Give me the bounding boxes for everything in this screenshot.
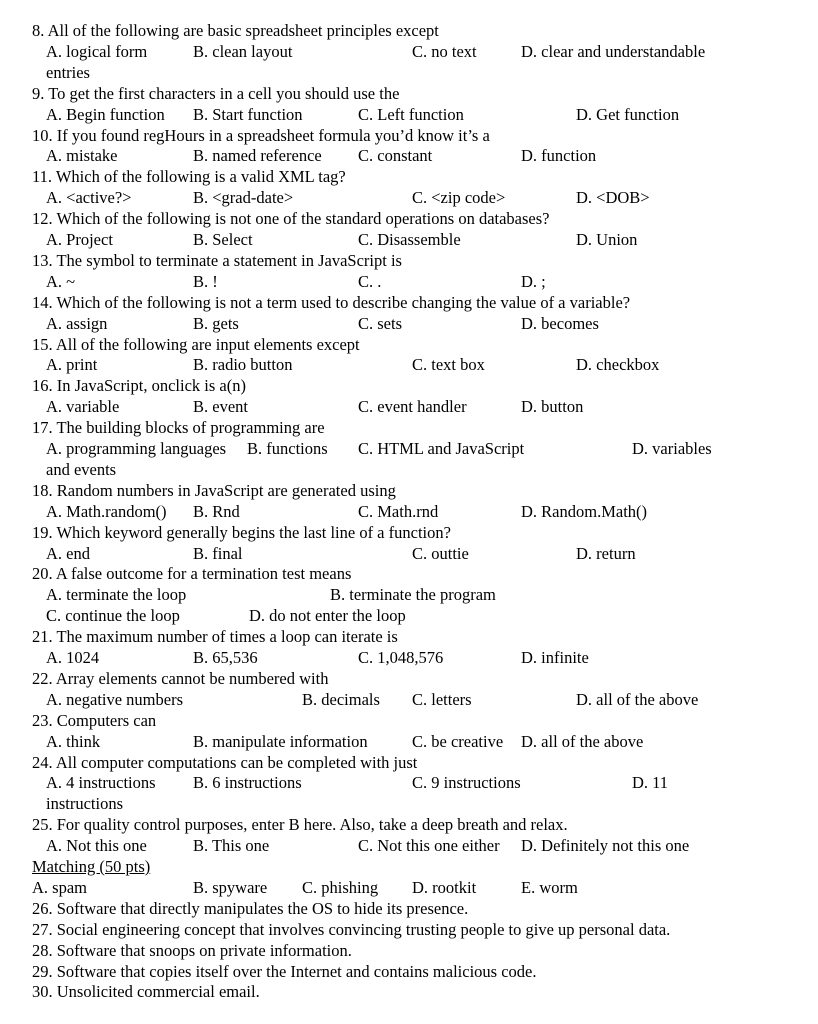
question-8-stem: 8. All of the following are basic spreadsheet principles except (32, 21, 439, 40)
question-9-stem: 9. To get the first characters in a cell you should use the (32, 83, 400, 103)
question-17-option-a: A. programming languages (46, 439, 227, 458)
question-18-option-d: D. Random.Math() (521, 501, 648, 521)
question-18-option-a: A. Math.random() (46, 501, 167, 521)
question-14-stem: 14. Which of the following is not a term used to describe changing the value of a variable? (32, 292, 631, 312)
question-10-stem: 10. If you found regHours in a spreadsheet formula you’d know it’s a (32, 125, 490, 145)
question-15-stem: 15. All of the following are input elements except (32, 334, 360, 354)
question-20-stem: 20. A false outcome for a termination test means (32, 564, 352, 584)
question-18-option-c: C. Math.rnd (358, 501, 439, 521)
question-14-option-c: C. sets (358, 313, 403, 333)
matching-choice-c: C. phishing (302, 877, 379, 897)
question-13-option-c: C. . (358, 271, 382, 291)
question-21-stem: 21. The maximum number of times a loop can iterate is (32, 627, 398, 647)
question-24-option-c: C. 9 instructions (412, 773, 521, 793)
question-22-option-d: D. all of the above (576, 689, 699, 709)
question-16-option-c: C. event handler (358, 397, 467, 417)
question-16-option-d: D. button (521, 397, 584, 417)
question-9-option-a: A. Begin function (46, 104, 165, 124)
question-18-option-b: B. Rnd (193, 501, 240, 521)
matching-choice-d: D. rootkit (412, 877, 477, 897)
question-17-option-d: D. variables (632, 439, 712, 458)
question-17-option-b: B. functions (247, 439, 328, 458)
question-24-stem: 24. All computer computations can be completed with just (32, 752, 418, 772)
question-11-stem: 11. Which of the following is a valid XML tag? (32, 167, 346, 187)
question-23-stem: 23. Computers can (32, 710, 157, 730)
matching-item-26: 26. Software that directly manipulates the OS to hide its presence. (32, 898, 469, 918)
question-21-option-c: C. 1,048,576 (358, 648, 444, 667)
question-11-option-d: D. <DOB> (576, 188, 650, 208)
question-12-option-c: C. Disassemble (358, 230, 461, 249)
matching-item-27: 27. Social engineering concept that involves convincing trusting people to give up personal data. (32, 919, 671, 939)
matching-choice-e: E. worm (521, 877, 578, 897)
question-12-stem: 12. Which of the following is not one of the standard operations on databases? (32, 209, 550, 229)
question-14-option-a: A. assign (46, 313, 108, 333)
question-15-option-c: C. text box (412, 355, 485, 375)
question-19-stem: 19. Which keyword generally begins the last line of a function? (32, 522, 451, 542)
matching-choice-a: A. spam (32, 877, 87, 897)
question-8-option-a: A. logical form (46, 41, 148, 61)
matching-choice-b: B. spyware (193, 877, 268, 897)
question-25-stem: 25. For quality control purposes, enter B here. Also, take a deep breath and relax. (32, 815, 568, 835)
matching-heading: Matching (50 pts) (32, 857, 151, 876)
question-8-continuation: entries (46, 62, 90, 82)
question-22-option-b: B. decimals (302, 689, 380, 709)
question-20-option-c: C. continue the loop (46, 606, 180, 626)
question-20-option-b: B. terminate the program (330, 585, 496, 605)
question-16-option-b: B. event (193, 397, 248, 417)
question-21-option-b: B. 65,536 (193, 648, 258, 667)
question-25-option-a: A. Not this one (46, 836, 147, 856)
question-21-option-a: A. 1024 (46, 648, 100, 667)
matching-item-28: 28. Software that snoops on private information. (32, 940, 352, 960)
question-16-stem: 16. In JavaScript, onclick is a(n) (32, 376, 246, 396)
question-14-option-d: D. becomes (521, 313, 599, 333)
question-25-option-b: B. This one (193, 836, 270, 856)
question-19-option-a: A. end (46, 543, 90, 563)
question-8-option-d: D. clear and understandable (521, 41, 706, 61)
question-25-option-d: D. Definitely not this one (521, 836, 690, 856)
question-21-option-d: D. infinite (521, 648, 589, 667)
question-13-option-a: A. ~ (46, 271, 76, 291)
question-13-stem: 13. The symbol to terminate a statement in JavaScript is (32, 250, 402, 270)
question-10-option-d: D. function (521, 146, 597, 166)
question-24-option-a: A. 4 instructions (46, 773, 156, 793)
question-13-option-d: D. ; (521, 271, 546, 291)
question-13-option-b: B. ! (193, 271, 218, 291)
question-9-option-d: D. Get function (576, 104, 680, 124)
question-17-option-c: C. HTML and JavaScript (358, 439, 525, 458)
question-10-option-c: C. constant (358, 146, 433, 166)
question-9-option-c: C. Left function (358, 104, 464, 124)
question-11-option-a: A. <active?> (46, 188, 132, 208)
question-10-option-b: B. named reference (193, 146, 322, 166)
question-11-option-b: B. <grad-date> (193, 188, 294, 208)
question-23-option-b: B. manipulate information (193, 731, 368, 751)
matching-item-29: 29. Software that copies itself over the Internet and contains malicious code. (32, 961, 537, 981)
question-12-option-b: B. Select (193, 230, 253, 249)
question-22-option-a: A. negative numbers (46, 689, 184, 709)
question-17-stem: 17. The building blocks of programming are (32, 418, 325, 438)
question-12-option-a: A. Project (46, 230, 113, 249)
question-19-option-b: B. final (193, 543, 243, 563)
question-15-option-d: D. checkbox (576, 355, 660, 375)
question-22-option-c: C. letters (412, 689, 472, 709)
matching-item-30: 30. Unsolicited commercial email. (32, 982, 260, 1002)
question-25-option-c: C. Not this one either (358, 836, 500, 856)
question-19-option-d: D. return (576, 543, 636, 563)
question-23-option-d: D. all of the above (521, 731, 644, 751)
question-16-option-a: A. variable (46, 397, 120, 417)
question-14-option-b: B. gets (193, 313, 239, 333)
question-20-option-d: D. do not enter the loop (249, 606, 406, 626)
question-15-option-b: B. radio button (193, 355, 293, 375)
question-17-continuation: and events (46, 459, 117, 479)
question-19-option-c: C. outtie (412, 543, 469, 563)
question-24-option-d: D. 11 (632, 773, 669, 793)
question-23-option-c: C. be creative (412, 731, 504, 751)
question-8-option-b: B. clean layout (193, 41, 293, 61)
question-24-option-b: B. 6 instructions (193, 773, 302, 793)
question-22-stem: 22. Array elements cannot be numbered with (32, 668, 329, 688)
question-11-option-c: C. <zip code> (412, 188, 506, 208)
question-23-option-a: A. think (46, 731, 101, 751)
question-15-option-a: A. print (46, 355, 98, 375)
question-20-option-a: A. terminate the loop (46, 585, 187, 605)
question-18-stem: 18. Random numbers in JavaScript are generated using (32, 480, 396, 500)
question-12-option-d: D. Union (576, 230, 638, 249)
question-8-option-c: C. no text (412, 41, 477, 61)
question-9-option-b: B. Start function (193, 104, 303, 124)
question-10-option-a: A. mistake (46, 146, 118, 166)
question-24-continuation: instructions (46, 794, 123, 814)
